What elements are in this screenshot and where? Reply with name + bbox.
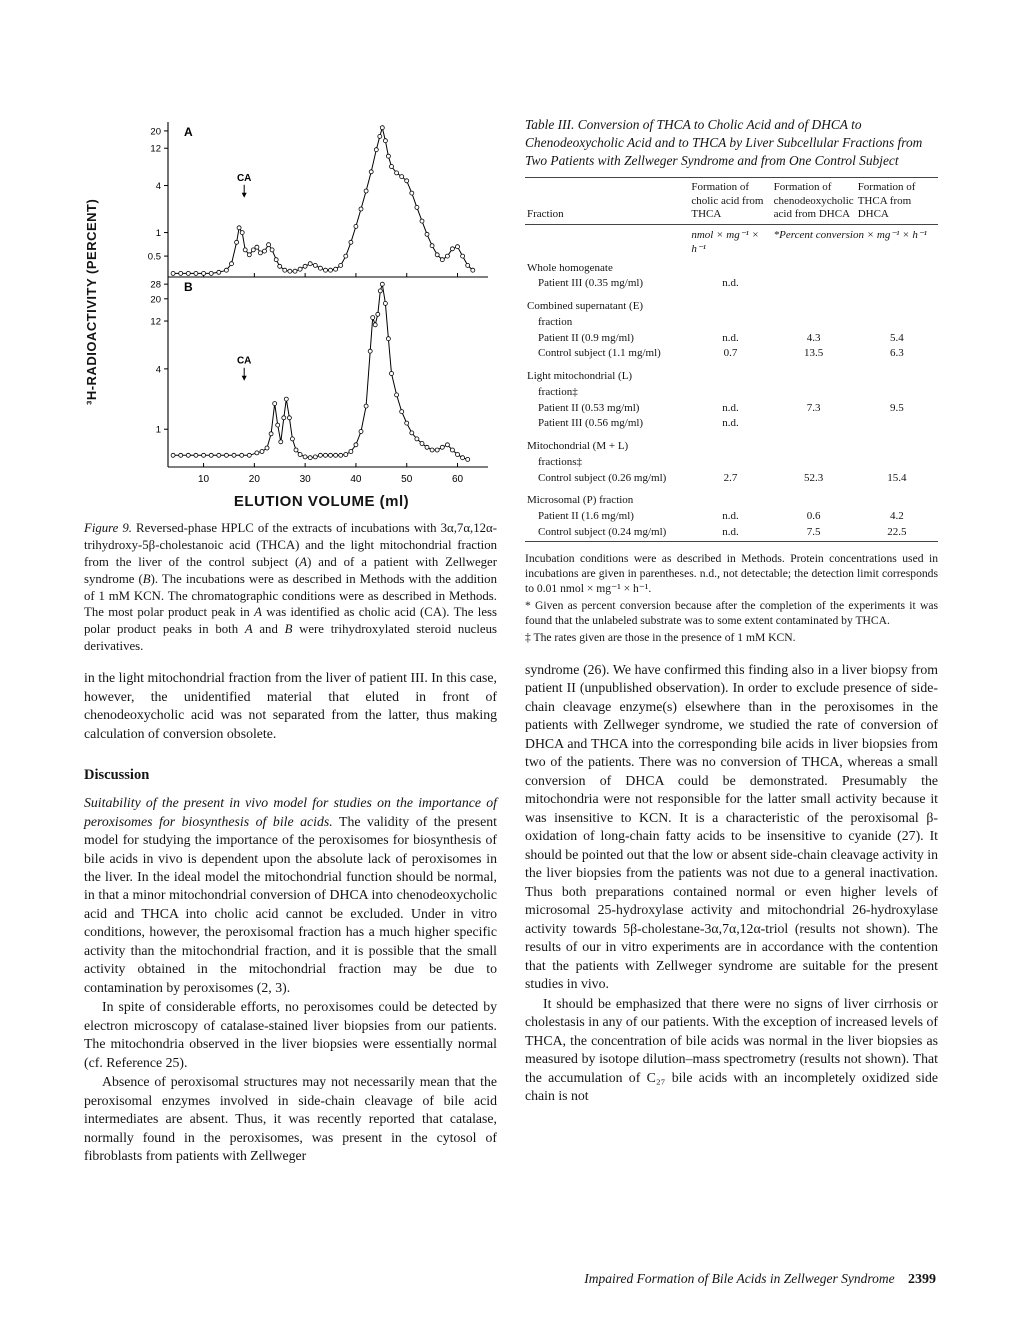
cell-value: 0.6	[806, 510, 821, 523]
data-marker	[339, 453, 343, 457]
cell-value: 2.7	[723, 471, 738, 484]
data-marker	[349, 450, 353, 454]
data-marker	[364, 189, 368, 193]
arrowhead	[242, 376, 247, 381]
data-marker	[273, 402, 277, 406]
data-marker	[318, 266, 322, 270]
cell-value	[856, 385, 938, 401]
data-marker	[179, 271, 183, 275]
data-marker	[415, 205, 419, 209]
paragraph-emphasized: It should be emphasized that there were no signs of liver cirrhosis or cholestasis in any of our patients. With the exception of increased levels of THCA, the concentration of bile acids was normal in the liver biopsies as measured by isotope dilution–mass spectrometry (results not shown). That the accumulation of C₂₇ bile acids with an incompletely oxidized side chain is not	[525, 995, 938, 1104]
row-label: fractions‡	[538, 455, 582, 468]
data-marker	[440, 258, 444, 262]
data-marker	[255, 451, 259, 455]
figure-9	[84, 116, 497, 510]
data-marker	[425, 445, 429, 449]
data-marker	[445, 443, 449, 447]
data-marker	[258, 251, 262, 255]
data-marker	[420, 442, 424, 446]
data-marker	[237, 226, 241, 230]
data-marker	[461, 254, 465, 258]
data-marker	[278, 264, 282, 268]
data-marker	[376, 312, 380, 316]
chromatogram-trace	[173, 284, 468, 459]
table-header	[525, 178, 938, 225]
data-marker	[390, 165, 394, 169]
cell-value	[856, 276, 938, 292]
data-marker	[240, 453, 244, 457]
data-marker	[373, 323, 377, 327]
row-label: Combined supernatant (E)	[527, 300, 644, 313]
data-marker	[349, 240, 353, 244]
column-header-cholic: Formation of cholic acid from THCA	[689, 178, 771, 225]
paragraph: In spite of considerable efforts, no peroxisomes could be detected by electron microscopy of catalase-stained liver biopsies from our patients. The mitochondria observed in the liver biopsies were essentially normal (cf. Reference 25).	[84, 999, 497, 1070]
table-row	[525, 401, 938, 417]
data-marker	[430, 244, 434, 248]
page-content	[84, 116, 938, 1167]
data-marker	[313, 455, 317, 459]
cell-value	[689, 493, 771, 509]
text-segment: were trihydroxylated steroid nucleus derivatives.	[84, 622, 497, 654]
data-marker	[466, 457, 470, 461]
cell-value	[689, 299, 771, 315]
row-label: Microsomal (P) fraction	[527, 494, 634, 507]
x-tick-label: 30	[299, 474, 311, 485]
table-row	[525, 416, 938, 432]
data-marker	[400, 175, 404, 179]
data-marker	[240, 231, 244, 235]
column-header-fraction: Fraction	[525, 178, 689, 225]
table-row	[525, 331, 938, 347]
data-marker	[380, 126, 384, 130]
left-column	[84, 116, 497, 1167]
cell-value	[772, 493, 856, 509]
units-col1: nmol × mg⁻¹ × h⁻¹	[691, 229, 759, 255]
cell-value	[772, 276, 856, 292]
cell-value	[856, 416, 938, 432]
data-marker	[282, 416, 286, 420]
data-marker	[425, 232, 429, 236]
data-marker	[380, 282, 384, 286]
row-label: Mitochondrial (M + L)	[527, 440, 629, 453]
column-header-thca: Formation of THCA from DHCA	[856, 178, 938, 225]
data-marker	[390, 372, 394, 376]
data-marker	[194, 271, 198, 275]
data-marker	[339, 263, 343, 267]
cell-value	[856, 439, 938, 455]
data-marker	[450, 247, 454, 251]
data-marker	[298, 453, 302, 457]
panel-label: A	[184, 125, 193, 139]
data-marker	[461, 456, 465, 460]
data-marker	[274, 258, 278, 262]
data-marker	[395, 171, 399, 175]
data-marker	[368, 349, 372, 353]
data-marker	[217, 270, 221, 274]
table-row	[525, 439, 938, 455]
data-marker	[303, 264, 307, 268]
units-empty	[525, 225, 689, 261]
y-tick-label: 28	[150, 279, 161, 291]
row-label: Whole homogenate	[527, 261, 613, 274]
data-marker	[430, 448, 434, 452]
cell-value: 4.2	[889, 510, 904, 523]
data-marker	[298, 267, 302, 271]
text-segment: was identified as cholic acid (CA). The less polar product peaks in both	[84, 605, 497, 637]
ca-annotation: CA	[236, 172, 252, 184]
cell-value	[772, 416, 856, 432]
data-marker	[243, 248, 247, 252]
data-marker	[209, 271, 213, 275]
data-marker	[354, 224, 358, 228]
data-marker	[313, 263, 317, 267]
data-marker	[294, 448, 298, 452]
panel-label: B	[184, 280, 193, 294]
cell-value: 7.5	[806, 525, 821, 538]
table-row	[525, 471, 938, 487]
cell-value	[689, 261, 771, 277]
cell-value	[689, 455, 771, 471]
table-spacer-row	[525, 432, 938, 439]
text-segment: Figure 9.	[84, 521, 132, 535]
cell-value: 22.5	[887, 525, 907, 538]
cell-value	[772, 439, 856, 455]
data-marker	[288, 269, 292, 273]
x-tick-label: 40	[350, 474, 362, 485]
text-segment: A	[244, 622, 253, 637]
data-marker	[217, 453, 221, 457]
paragraph-syndrome: syndrome (26). We have confirmed this finding also in a liver biopsy from patient II (unpublished observation). In order to exclude presence of side-chain cleavage enzyme(s) elsewhere than in the peroxisomes in the patients with Zellweger syndrome, we studied the rate of conversion of DHCA and THCA into the corresponding bile acids in liver biopsies from two of the patients. There was no conversion of THCA, whereas a small conversion of DHCA could be demonstrated. Presumably the mitochondria were not responsible for the latter small activity because it was insensitive to KCN. It is a characteristic of the peroxisomal β-oxidation of long-chain fatty acids to be insensitive to cyanide (27). It should be pointed out that the low or absent side-chain cleavage activity in the liver biopsies from the patients was not due to a general inactivation. Thus both preparations contained normal or even higher levels of microsomal 25-hydroxylase activity and mitochondrial 26-hydroxylase activity towards 5β-cholestane-3α,7α,12α-triol (results not shown). The results of our in vitro experiments are in accordance with the contention that the patients with Zellweger syndrome are suitable for the present studies in vivo.	[525, 661, 938, 992]
data-marker	[329, 268, 333, 272]
cell-value	[856, 369, 938, 385]
cell-value: n.d.	[722, 331, 739, 344]
data-marker	[260, 450, 264, 454]
data-marker	[435, 448, 439, 452]
paragraph-suitability	[84, 794, 497, 997]
table-row	[525, 299, 938, 315]
data-marker	[324, 453, 328, 457]
cell-value: 7.3	[806, 401, 821, 414]
row-label: fraction	[538, 315, 573, 328]
text-segment: ) and of a patient with Zellweger syndrome (	[84, 554, 498, 586]
data-marker	[308, 456, 312, 460]
data-marker	[270, 248, 274, 252]
data-marker	[209, 453, 213, 457]
table-title: Table III. Conversion of THCA to Cholic Acid and of DHCA to Chenodeoxycholic Acid and to THCA by Liver Subcellular Fractions from Two Patients with Zellweger Syndrome and from One Control Subject	[525, 117, 923, 168]
cell-value: 6.3	[889, 347, 904, 360]
row-label: Light mitochondrial (L)	[527, 370, 633, 383]
cell-value	[772, 261, 856, 277]
data-marker	[466, 263, 470, 267]
data-marker	[405, 421, 409, 425]
cell-value: n.d.	[722, 277, 739, 290]
paragraph-continuation: in the light mitochondrial fraction from the liver of patient III. In this case, however, the unidentified material that eluted in front of chenodeoxycholic acid was not separated from the latter, thus making calculation of conversion obsolete.	[84, 670, 497, 741]
cell-value	[772, 455, 856, 471]
data-marker	[186, 453, 190, 457]
data-marker	[359, 430, 363, 434]
y-tick-label: 20	[150, 126, 161, 138]
cell-value	[689, 315, 771, 331]
table-row	[525, 276, 938, 292]
data-marker	[267, 243, 271, 247]
data-marker	[255, 245, 259, 249]
data-marker	[344, 254, 348, 258]
data-marker	[456, 245, 460, 249]
paragraph: Absence of peroxisomal structures may not necessarily mean that the peroxisomal enzymes involved in side-chain cleavage of bile acid intermediates are absent. Thus, it was recently reported that catalase, normally found in the peroxisomes, was present in the cytosol of fibroblasts from patients with Zellweger	[84, 1074, 497, 1164]
data-marker	[435, 253, 439, 257]
text-segment: ). The incubations were as described in Methods with the addition of 1 mM KCN. The chromatographic conditions were as described in Methods. The most polar product peak in	[84, 571, 497, 620]
cell-value	[689, 385, 771, 401]
table-body	[525, 225, 938, 261]
data-marker	[445, 254, 449, 258]
text-segment: The validity of the present model for studying the importance of the peroxisomes for biosynthesis of bile acids in vivo is dependent upon the absolute lack of peroxisomes in the liver. In the ideal model the mitochondrial function should be normal, in that a minor mitochondrial conversion of DHCA into chenodeoxycholic acid and THCA into cholic acid cannot be excluded. Under in vitro conditions, however, the peroxisomal fraction has a much higher specific activity than the mitochondrial fraction, and it is possible that the small activity obtained in the mitochondrial fraction may be due to contamination by peroxisomes (2, 3).	[84, 813, 497, 995]
data-marker	[232, 453, 236, 457]
x-axis-label: ELUTION VOLUME (ml)	[233, 493, 410, 510]
cell-value	[856, 315, 938, 331]
data-marker	[334, 267, 338, 271]
row-label: fraction‡	[538, 385, 578, 398]
data-marker	[374, 148, 378, 152]
y-tick-label: 1	[155, 228, 161, 240]
table-row	[525, 509, 938, 525]
data-marker	[283, 268, 287, 272]
x-tick-label: 60	[451, 474, 464, 485]
data-marker	[293, 269, 297, 273]
cell-value: n.d.	[722, 401, 739, 414]
data-marker	[395, 393, 399, 397]
units-row	[525, 225, 938, 261]
cell-value: 0.7	[723, 347, 738, 360]
data-marker	[386, 154, 390, 158]
data-marker	[400, 410, 404, 414]
cell-value	[689, 369, 771, 385]
data-marker	[171, 271, 175, 275]
data-marker	[405, 179, 409, 183]
data-marker	[235, 240, 239, 244]
running-title: Impaired Formation of Bile Acids in Zellweger Syndrome	[584, 1271, 895, 1286]
table-row	[525, 525, 938, 541]
data-marker	[383, 139, 387, 143]
discussion-heading: Discussion	[84, 767, 150, 784]
y-tick-label: 4	[155, 181, 161, 193]
row-label: Patient III (0.35 mg/ml)	[538, 277, 644, 290]
data-marker	[378, 134, 382, 138]
x-tick-label: 20	[248, 474, 260, 485]
row-label: Control subject (1.1 mg/ml)	[538, 347, 661, 360]
data-marker	[202, 271, 206, 275]
data-marker	[324, 268, 328, 272]
table-row	[525, 369, 938, 385]
row-label: Patient II (1.6 mg/ml)	[538, 510, 634, 523]
data-marker	[471, 268, 475, 272]
ca-annotation: CA	[236, 355, 252, 367]
right-column	[525, 116, 938, 1167]
cell-value: n.d.	[722, 525, 739, 538]
data-marker	[263, 249, 267, 253]
data-marker	[269, 432, 273, 436]
y-tick-label: 12	[150, 143, 161, 155]
chart-panel-A	[148, 122, 488, 277]
table-row	[525, 261, 938, 277]
cell-value: 15.4	[887, 471, 907, 484]
data-marker	[308, 262, 312, 266]
cell-value	[772, 315, 856, 331]
cell-value	[856, 455, 938, 471]
row-label: Patient II (0.9 mg/ml)	[538, 331, 634, 344]
data-marker	[171, 453, 175, 457]
table-rows	[525, 261, 938, 542]
hplc-figure-svg	[106, 116, 496, 491]
table-row	[525, 346, 938, 362]
cell-value	[772, 299, 856, 315]
chart-row	[84, 116, 497, 491]
data-marker	[359, 207, 363, 211]
chromatogram-trace	[173, 128, 473, 274]
page-number: 2399	[908, 1272, 936, 1287]
cell-value: 13.5	[804, 347, 824, 360]
data-marker	[224, 268, 228, 272]
data-marker	[318, 453, 322, 457]
cell-value	[689, 439, 771, 455]
text-segment: B	[142, 571, 151, 586]
data-marker	[440, 445, 444, 449]
data-marker	[456, 453, 460, 457]
table-spacer-row	[525, 292, 938, 299]
table-row	[525, 385, 938, 401]
table-row	[525, 315, 938, 331]
cell-value: n.d.	[722, 510, 739, 523]
data-marker	[247, 453, 251, 457]
y-tick-label: 1	[155, 424, 161, 436]
data-marker	[251, 248, 255, 252]
table-row	[525, 455, 938, 471]
data-marker	[194, 453, 198, 457]
data-marker	[276, 423, 280, 427]
data-marker	[410, 431, 414, 435]
text-segment: and	[252, 622, 285, 637]
cell-value: n.d.	[722, 417, 739, 430]
y-tick-label: 4	[155, 364, 161, 376]
data-marker	[224, 453, 228, 457]
text-segment: Suitability of the present in vivo model for studies on the importance of peroxisomes for biosynthesis of bile acids.	[84, 795, 497, 829]
cell-value	[772, 385, 856, 401]
footnote-incubation: Incubation conditions were as described in Methods. Protein concentrations used in incubations are given in parentheses. n.d., not detectable; the detection limit corresponds to 0.01 nmol × mg⁻¹ × h⁻¹.	[525, 551, 938, 595]
data-marker	[279, 440, 283, 444]
data-marker	[303, 455, 307, 459]
data-marker	[410, 191, 414, 195]
data-marker	[420, 219, 424, 223]
data-marker	[284, 397, 288, 401]
row-label: Patient III (0.56 mg/ml)	[538, 417, 644, 430]
data-marker	[287, 416, 291, 420]
data-marker	[179, 453, 183, 457]
cell-value: 9.5	[889, 401, 904, 414]
cell-value	[856, 261, 938, 277]
cell-value	[856, 493, 938, 509]
data-marker	[415, 437, 419, 441]
y-axis-label: ³H-RADIOACTIVITY (PERCENT)	[84, 198, 99, 406]
page-footer	[584, 1271, 936, 1288]
chart-panel-B	[150, 277, 488, 485]
data-marker	[378, 289, 382, 293]
data-marker	[344, 453, 348, 457]
data-marker	[202, 453, 206, 457]
data-marker	[369, 170, 373, 174]
data-marker	[364, 404, 368, 408]
data-marker	[329, 453, 333, 457]
data-marker	[371, 316, 375, 320]
row-label: Control subject (0.26 mg/ml)	[538, 471, 667, 484]
cell-value	[772, 369, 856, 385]
data-marker	[383, 301, 387, 305]
data-marker	[290, 437, 294, 441]
cell-value	[856, 299, 938, 315]
x-tick-label: 50	[401, 474, 413, 485]
cell-value: 4.3	[806, 331, 821, 344]
table-row	[525, 493, 938, 509]
y-tick-label: 20	[150, 294, 161, 306]
units-col23: *Percent conversion × mg⁻¹ × h⁻¹	[773, 229, 927, 242]
data-marker	[230, 262, 234, 266]
footnote-asterisk: * Given as percent conversion because after the completion of the experiments it was found that the unlabeled substrate was to some extent contaminated by THCA.	[525, 598, 938, 627]
table-footnotes	[525, 551, 938, 645]
x-tick-label: 10	[197, 474, 210, 485]
data-marker	[386, 337, 390, 341]
data-marker	[247, 253, 251, 257]
cell-value: 52.3	[804, 471, 824, 484]
table-spacer-row	[525, 486, 938, 493]
table-iii	[525, 177, 938, 541]
figure-caption	[84, 520, 497, 655]
text-segment: B	[284, 622, 293, 637]
data-marker	[265, 446, 269, 450]
data-marker	[450, 448, 454, 452]
data-marker	[186, 271, 190, 275]
row-label: Control subject (0.24 mg/ml)	[538, 525, 667, 538]
footnote-double-dagger: ‡ The rates given are those in the presence of 1 mM KCN.	[525, 630, 796, 644]
data-marker	[354, 443, 358, 447]
text-segment: Reversed-phase HPLC of the extracts of incubations with 3α,7α,12α-trihydroxy-5β-cholestanoic acid (THCA) and the light mitochondrial fraction from the liver of the control subject (	[84, 521, 497, 569]
y-tick-label: 12	[150, 316, 161, 328]
text-segment: A	[254, 605, 262, 620]
table-spacer-row	[525, 362, 938, 369]
row-label: Patient II (0.53 mg/ml)	[538, 401, 640, 414]
text-segment: A	[299, 554, 308, 569]
column-header-chenodeoxycholic: Formation of chenodeoxycholic acid from DHCA	[772, 178, 856, 225]
y-tick-label: 0.5	[147, 251, 161, 263]
cell-value: 5.4	[889, 331, 904, 344]
arrowhead	[242, 193, 247, 198]
data-marker	[334, 453, 338, 457]
